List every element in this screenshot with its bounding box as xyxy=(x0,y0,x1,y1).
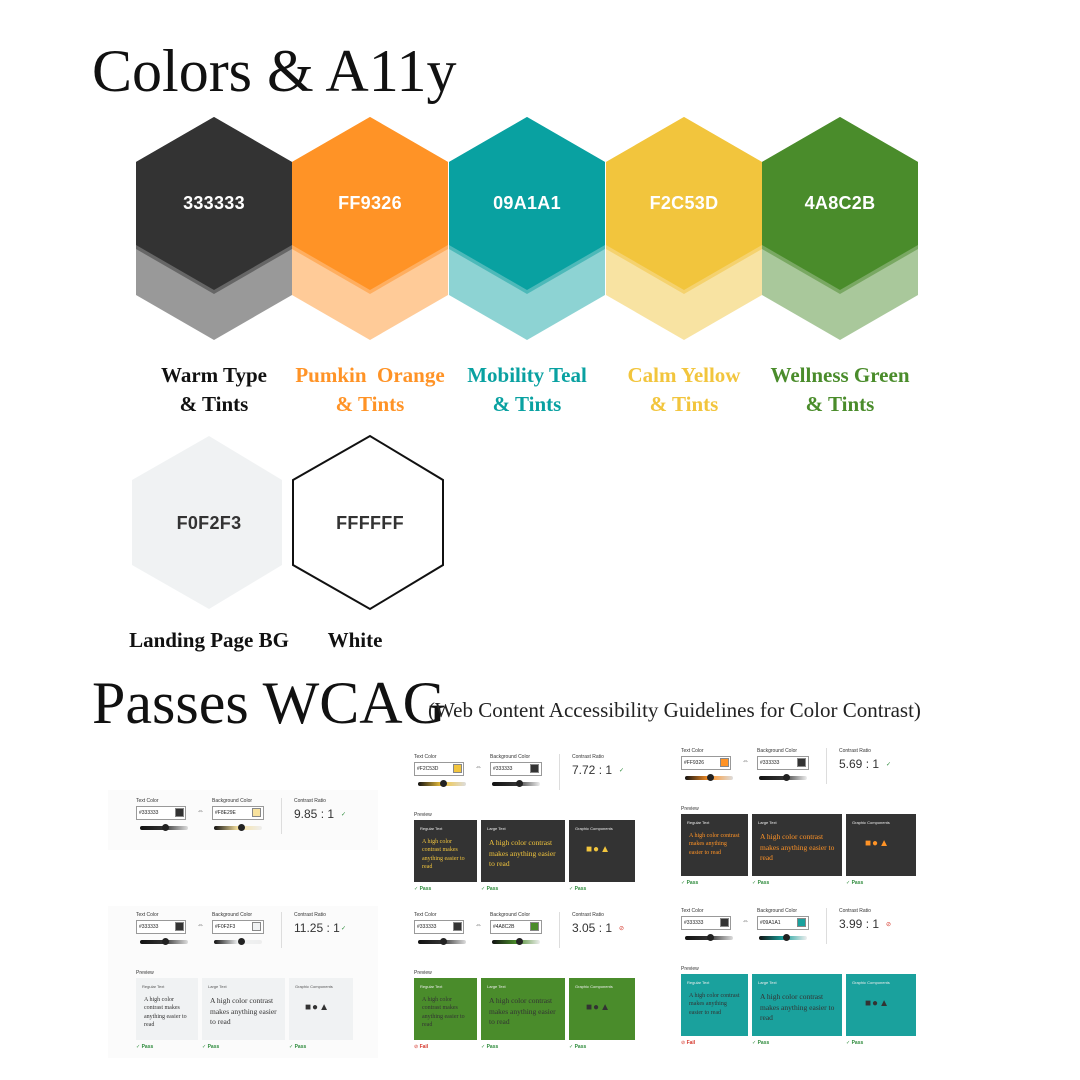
background-color-chip xyxy=(252,808,261,817)
background-color-value: #F0F2F3 xyxy=(215,924,236,930)
contrast-ratio-value: 9.85 : 1 xyxy=(294,807,335,821)
graphic-shapes-icon: ■●▲ xyxy=(865,838,890,849)
contrast-ratio-value: 11.25 : 1 xyxy=(294,921,340,935)
divider xyxy=(826,748,827,784)
text-color-chip xyxy=(720,758,729,767)
slider-handle[interactable] xyxy=(516,780,523,787)
graphic-shapes-icon: ■●▲ xyxy=(586,844,611,855)
card-title: Graphic Components xyxy=(575,826,613,831)
sample-text: A high color contrast makes anything easier to read xyxy=(210,996,277,1026)
error-icon: ⊘ xyxy=(619,926,625,932)
graphic-components-card xyxy=(289,978,353,1040)
contrast-ratio-label: Contrast Ratio xyxy=(572,754,604,760)
contrast-ratio-value: 3.99 : 1 xyxy=(839,917,880,931)
swap-arrows-icon[interactable]: ⇔ xyxy=(197,808,204,815)
check-icon: ✓ xyxy=(619,768,625,774)
pass-icon: ✓ xyxy=(846,1040,852,1046)
preview-label: Preview xyxy=(414,970,432,976)
status-badge xyxy=(202,1044,219,1050)
background-color-chip xyxy=(252,922,261,931)
pass-icon: ✓ xyxy=(289,1044,295,1050)
preview-label: Preview xyxy=(414,812,432,818)
color-swatch xyxy=(292,117,448,337)
pass-icon: ✓ xyxy=(481,886,487,892)
graphic-shapes-icon: ■●▲ xyxy=(586,1002,611,1013)
sample-text: A high color contrast makes anything easier to read xyxy=(689,993,740,1016)
status-text: Pass xyxy=(486,886,499,892)
pass-icon: ✓ xyxy=(569,1044,575,1050)
status-badge xyxy=(846,880,863,886)
divider xyxy=(281,798,282,834)
color-swatch xyxy=(449,117,605,337)
slider-handle[interactable] xyxy=(162,824,169,831)
background-color-label: Background Color xyxy=(757,748,798,754)
text-color-chip xyxy=(720,918,729,927)
swatch-name-line2: & Tints xyxy=(335,392,405,416)
regular-text-card xyxy=(681,974,748,1036)
fail-icon: ⊘ xyxy=(681,1040,687,1046)
status-badge xyxy=(681,1040,695,1046)
swap-arrows-icon[interactable]: ⇔ xyxy=(197,922,204,929)
large-text-card xyxy=(202,978,285,1040)
hexagon-shape xyxy=(292,117,448,341)
card-title: Large Text xyxy=(758,980,777,985)
slider-handle[interactable] xyxy=(162,938,169,945)
color-code: F2C53D xyxy=(649,193,719,213)
sample-text: A high color contrast makes anything easier to read xyxy=(144,997,187,1029)
status-text: Pass xyxy=(686,880,699,886)
divider xyxy=(559,754,560,790)
wcag-subtitle: (Web Content Accessibility Guidelines for Color Contrast) xyxy=(428,698,921,722)
status-text: Pass xyxy=(207,1044,220,1050)
hexagon-shape xyxy=(449,117,605,341)
card-title: Graphic Components xyxy=(295,984,333,989)
text-color-label: Text Color xyxy=(136,912,159,918)
status-badge xyxy=(846,1040,863,1046)
background-color-chip xyxy=(530,764,539,773)
card-title: Regular Text xyxy=(420,826,443,831)
swatch-name xyxy=(599,361,769,419)
graphic-components-card xyxy=(846,974,916,1036)
status-text: Fail xyxy=(686,1040,696,1046)
check-icon: ✓ xyxy=(341,926,347,932)
text-color-value: #FF9326 xyxy=(684,760,705,766)
divider xyxy=(559,912,560,948)
text-color-label: Text Color xyxy=(414,912,437,918)
pass-icon: ✓ xyxy=(569,886,575,892)
text-color-value: #333333 xyxy=(139,924,159,930)
pass-icon: ✓ xyxy=(846,880,852,886)
large-text-card xyxy=(752,814,842,876)
status-text: Pass xyxy=(757,1040,770,1046)
card-title: Regular Text xyxy=(687,820,710,825)
base-swatch xyxy=(131,434,287,612)
background-color-value: #333333 xyxy=(760,760,780,766)
status-badge xyxy=(569,886,586,892)
swatch-name-line2: & Tints xyxy=(492,392,562,416)
status-badge xyxy=(481,1044,498,1050)
text-color-label: Text Color xyxy=(136,798,159,804)
color-swatch xyxy=(762,117,918,337)
slider-handle[interactable] xyxy=(238,824,245,831)
background-color-label: Background Color xyxy=(490,754,531,760)
colors-title: Colors & A11y xyxy=(92,38,457,104)
graphic-shapes-icon: ■●▲ xyxy=(305,1002,330,1013)
pass-icon: ✓ xyxy=(752,1040,758,1046)
slider-handle[interactable] xyxy=(516,938,523,945)
pass-icon: ✓ xyxy=(414,886,420,892)
check-icon: ✓ xyxy=(341,812,347,818)
swatch-name-line1: Calm Yellow xyxy=(627,363,741,387)
background-color-value: #4A8C2B xyxy=(493,924,515,930)
fail-icon: ⊘ xyxy=(414,1044,420,1050)
color-code: 4A8C2B xyxy=(804,193,876,213)
text-color-chip xyxy=(175,922,184,931)
background-color-chip xyxy=(797,758,806,767)
graphic-components-card xyxy=(569,820,635,882)
card-title: Graphic Components xyxy=(575,984,613,989)
contrast-ratio-label: Contrast Ratio xyxy=(294,798,326,804)
sample-text: A high color contrast makes anything easier to read xyxy=(760,992,835,1022)
status-badge xyxy=(481,886,498,892)
swap-arrows-icon[interactable]: ⇔ xyxy=(742,758,749,765)
regular-text-card xyxy=(414,978,477,1040)
text-color-label: Text Color xyxy=(681,748,704,754)
status-text: Pass xyxy=(574,1044,587,1050)
color-swatch xyxy=(606,117,762,337)
contrast-checker-panel xyxy=(108,790,378,850)
graphic-components-card xyxy=(846,814,916,876)
status-text: Fail xyxy=(419,1044,429,1050)
status-badge xyxy=(752,880,769,886)
text-color-value: #333333 xyxy=(684,920,704,926)
hexagon-shape xyxy=(762,117,918,341)
regular-text-card xyxy=(681,814,748,876)
color-code: 09A1A1 xyxy=(493,193,561,213)
contrast-checker-panel xyxy=(667,742,942,902)
text-color-label: Text Color xyxy=(414,754,437,760)
hexagon-shape xyxy=(606,117,762,341)
card-title: Large Text xyxy=(758,820,777,825)
hexagon-shape xyxy=(136,117,292,341)
base-swatch xyxy=(292,434,448,612)
contrast-ratio-label: Contrast Ratio xyxy=(294,912,326,918)
background-color-label: Background Color xyxy=(757,908,798,914)
swap-arrows-icon[interactable]: ⇔ xyxy=(475,922,482,929)
swatch-name xyxy=(129,361,299,419)
card-title: Large Text xyxy=(487,826,506,831)
background-color-value: #09A1A1 xyxy=(760,920,781,926)
slider-handle[interactable] xyxy=(440,938,447,945)
error-icon: ⊘ xyxy=(886,922,892,928)
color-code: F0F2F3 xyxy=(176,513,242,533)
pass-icon: ✓ xyxy=(481,1044,487,1050)
background-color-chip xyxy=(530,922,539,931)
card-title: Large Text xyxy=(208,984,227,989)
status-badge xyxy=(289,1044,306,1050)
contrast-ratio-label: Contrast Ratio xyxy=(572,912,604,918)
background-color-chip xyxy=(797,918,806,927)
swatch-name xyxy=(755,361,925,419)
background-color-value: #F8E29E xyxy=(215,810,236,816)
slider-handle[interactable] xyxy=(783,934,790,941)
contrast-checker-panel xyxy=(667,902,942,1058)
slider-handle[interactable] xyxy=(707,774,714,781)
swatch-name-line2: & Tints xyxy=(649,392,719,416)
sample-text: A high color contrast makes anything easier to read xyxy=(422,839,465,871)
pass-icon: ✓ xyxy=(752,880,758,886)
sample-text: A high color contrast makes anything easier to read xyxy=(760,832,835,862)
status-text: Pass xyxy=(851,880,864,886)
color-code: FFFFFF xyxy=(336,513,404,533)
slider-handle[interactable] xyxy=(783,774,790,781)
sample-text: A high color contrast makes anything easier to read xyxy=(422,997,465,1029)
background-color-label: Background Color xyxy=(212,798,253,804)
slider-handle[interactable] xyxy=(440,780,447,787)
check-icon: ✓ xyxy=(886,762,892,768)
background-color-label: Background Color xyxy=(490,912,531,918)
contrast-ratio-value: 5.69 : 1 xyxy=(839,757,880,771)
status-badge xyxy=(681,880,698,886)
pass-icon: ✓ xyxy=(202,1044,208,1050)
preview-label: Preview xyxy=(681,966,699,972)
text-color-value: #F2C53D xyxy=(417,766,439,772)
status-badge xyxy=(414,1044,428,1050)
card-title: Graphic Components xyxy=(852,820,890,825)
slider-handle[interactable] xyxy=(707,934,714,941)
contrast-ratio-label: Contrast Ratio xyxy=(839,908,871,914)
card-title: Large Text xyxy=(487,984,506,989)
swatch-name: White xyxy=(327,628,383,652)
status-badge xyxy=(569,1044,586,1050)
contrast-checker-panel xyxy=(400,906,660,1058)
sample-text: A high color contrast makes anything easier to read xyxy=(489,996,556,1026)
regular-text-card xyxy=(414,820,477,882)
status-text: Pass xyxy=(419,886,432,892)
sample-text: A high color contrast makes anything easier to read xyxy=(689,833,740,856)
sample-text: A high color contrast makes anything easier to read xyxy=(489,838,556,868)
contrast-checker-panel xyxy=(108,906,378,1058)
status-text: Pass xyxy=(486,1044,499,1050)
swatch-name-line2: & Tints xyxy=(805,392,875,416)
color-code: 333333 xyxy=(183,193,245,213)
text-color-chip xyxy=(453,922,462,931)
preview-label: Preview xyxy=(681,806,699,812)
swatch-name xyxy=(285,361,455,419)
status-badge xyxy=(752,1040,769,1046)
large-text-card xyxy=(481,820,565,882)
text-color-chip xyxy=(175,808,184,817)
text-color-value: #333333 xyxy=(417,924,437,930)
card-title: Regular Text xyxy=(142,984,165,989)
contrast-checker-panel xyxy=(400,748,660,898)
wcag-title: Passes WCAG xyxy=(92,670,446,736)
swatch-name-line2: & Tints xyxy=(179,392,249,416)
swap-arrows-icon[interactable]: ⇔ xyxy=(742,918,749,925)
contrast-ratio-value: 3.05 : 1 xyxy=(572,921,613,935)
graphic-components-card xyxy=(569,978,635,1040)
pass-icon: ✓ xyxy=(681,880,687,886)
swatch-name-line1: Mobility Teal xyxy=(467,363,587,387)
regular-text-card xyxy=(136,978,198,1040)
slider-handle[interactable] xyxy=(238,938,245,945)
graphic-shapes-icon: ■●▲ xyxy=(865,998,890,1009)
text-color-value: #333333 xyxy=(139,810,159,816)
background-color-value: #333333 xyxy=(493,766,513,772)
swatch-name: Landing Page BG xyxy=(129,628,289,652)
text-color-label: Text Color xyxy=(681,908,704,914)
large-text-card xyxy=(752,974,842,1036)
swap-arrows-icon[interactable]: ⇔ xyxy=(475,764,482,771)
color-code: FF9326 xyxy=(338,193,402,213)
large-text-card xyxy=(481,978,565,1040)
divider xyxy=(281,912,282,948)
text-color-chip xyxy=(453,764,462,773)
color-swatch xyxy=(136,117,292,337)
status-text: Pass xyxy=(574,886,587,892)
swatch-name-line1: Warm Type xyxy=(161,363,267,387)
swatch-name-line1: Wellness Green xyxy=(770,363,910,387)
status-text: Pass xyxy=(141,1044,154,1050)
contrast-ratio-value: 7.72 : 1 xyxy=(572,763,613,777)
contrast-ratio-label: Contrast Ratio xyxy=(839,748,871,754)
swatch-name-line1: Pumkin Orange xyxy=(295,363,445,387)
card-title: Regular Text xyxy=(687,980,710,985)
status-text: Pass xyxy=(757,880,770,886)
swatch-name xyxy=(442,361,612,419)
preview-label: Preview xyxy=(136,970,154,976)
status-text: Pass xyxy=(851,1040,864,1046)
status-text: Pass xyxy=(294,1044,307,1050)
card-title: Graphic Components xyxy=(852,980,890,985)
status-badge xyxy=(136,1044,153,1050)
divider xyxy=(826,908,827,944)
pass-icon: ✓ xyxy=(136,1044,142,1050)
card-title: Regular Text xyxy=(420,984,443,989)
background-color-label: Background Color xyxy=(212,912,253,918)
status-badge xyxy=(414,886,431,892)
